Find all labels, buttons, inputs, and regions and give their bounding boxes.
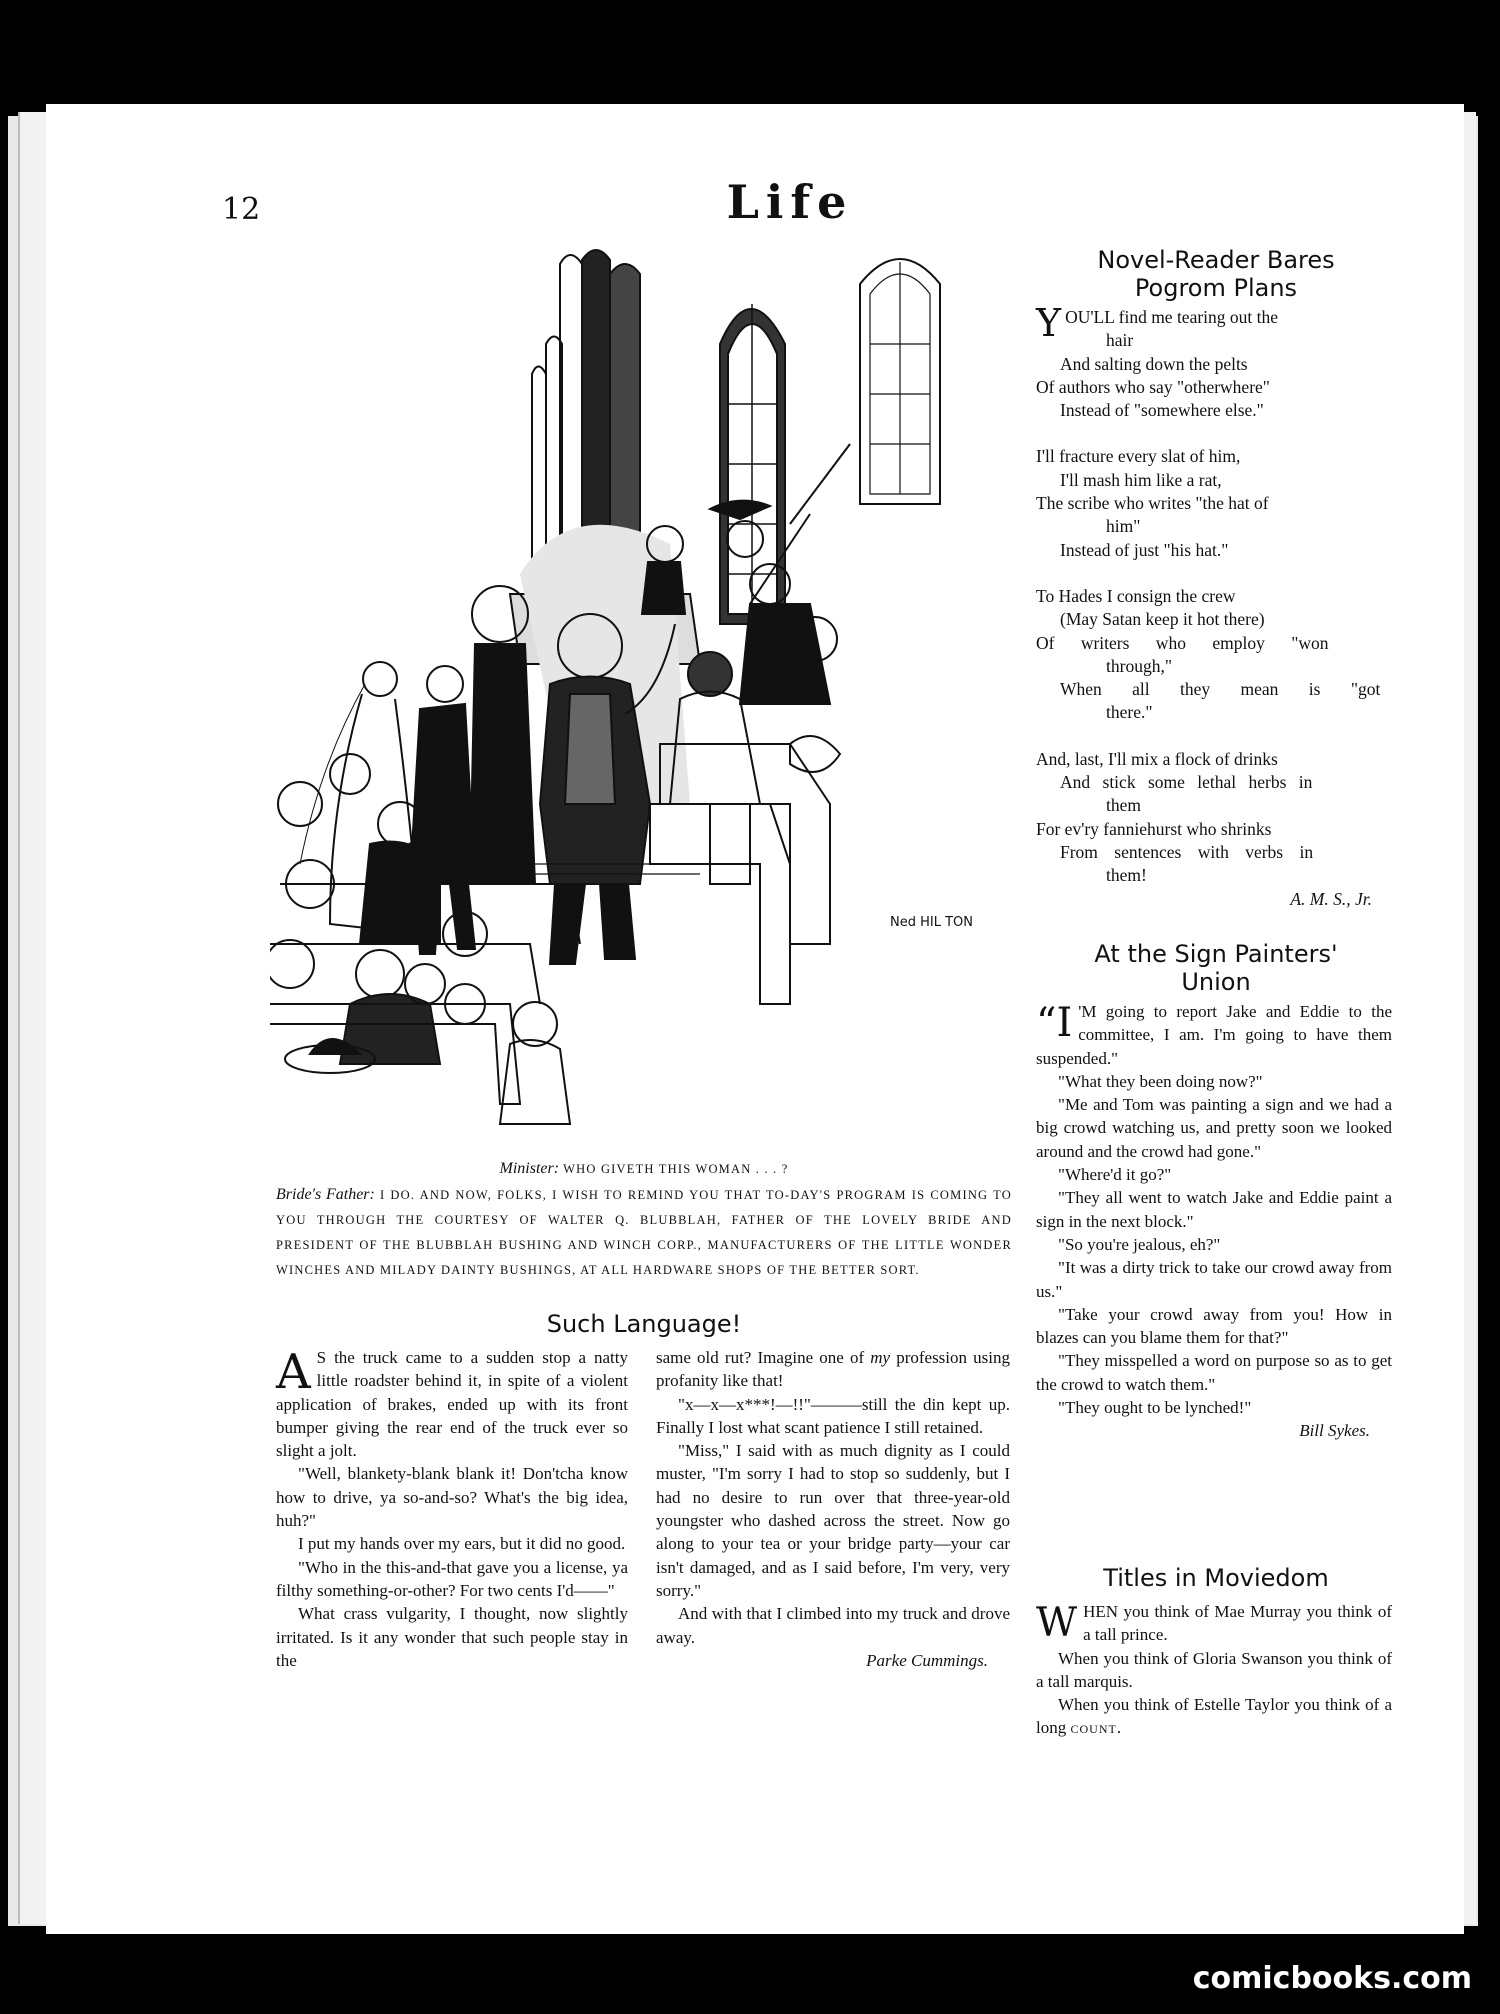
story-paragraph: "Take your crowd away from you! How in blazes can you blame them for that?" (1036, 1304, 1392, 1348)
story-paragraph: "It was a dirty trick to take our crowd away from us." (1036, 1258, 1392, 1301)
such-language-paragraph: "Miss," I said with as much dignity as I could muster, "I'm sorry I had to stop so suddenly, but I had no desire to run over that three-year-old youngster who dashed across the street. Now go along to your tea or your bridge party—your car isn't damaged, and as I said before, I'm very, very sorry." (656, 1441, 1010, 1600)
moviedom-story (1036, 1600, 1392, 1740)
novel-reader-title-line1: Novel-Reader Bares (1097, 246, 1335, 274)
novel-reader-poem (1036, 301, 1394, 911)
story-paragraph: "They ought to be lynched!" (1058, 1398, 1252, 1418)
novel-reader-title (1036, 246, 1396, 302)
poem-line: them (1106, 795, 1141, 816)
sign-painters-drop-cap: “I (1036, 1000, 1073, 1046)
such-language-paragraph: I put my hands over my ears, but it did no good. (298, 1534, 626, 1554)
such-language-byline: Parke Cummings. (866, 1650, 988, 1670)
novel-reader-byline: A. M. S., Jr. (1290, 888, 1372, 909)
poem-stanza (1036, 445, 1394, 561)
caption-speaker-father: Bride's Father: (276, 1186, 375, 1203)
poem-line: And stick some lethal herbs in (1060, 772, 1313, 793)
such-language-paragraph: "Who in the this-and-that gave you a license, ya filthy something-or-other? For two cents I'd——" (276, 1557, 628, 1600)
poem-line: Instead of just "his hat." (1060, 539, 1229, 560)
poem-line: Of writers who employ "won (1036, 632, 1329, 653)
such-language-text: same old rut? Imagine one of (656, 1348, 871, 1367)
poem-line: (May Satan keep it hot there) (1060, 609, 1265, 630)
story-text: When you think of Estelle Taylor you think of a long (1036, 1695, 1392, 1738)
sign-painters-story (1036, 1000, 1392, 1443)
page-number: 12 (222, 192, 261, 227)
poem-line: And salting down the pelts (1060, 353, 1248, 374)
story-paragraph: When you think of Gloria Swanson you think of a tall marquis. (1036, 1648, 1392, 1691)
such-language-title: Such Language! (546, 1310, 742, 1338)
such-language-paragraph: What crass vulgarity, I thought, now slightly irritated. Is it any wonder that such people stay in the (276, 1604, 628, 1670)
poem-line: When all they mean is "got (1060, 679, 1381, 700)
poem-line: through," (1106, 655, 1172, 676)
such-language-paragraph: "Well, blankety-blank blank it! Don'tcha know how to drive, ya so-and-so? What's the big idea, huh?" (276, 1464, 628, 1531)
such-language-paragraph: And with that I climbed into my truck and drove away. (656, 1604, 1010, 1647)
poem-line: them! (1106, 865, 1147, 886)
poem-line: I'll fracture every slat of him, (1036, 446, 1241, 467)
story-paragraph: "So you're jealous, eh?" (1058, 1234, 1221, 1254)
poem-line: there." (1106, 702, 1153, 723)
poem-stanza (1036, 748, 1394, 888)
story-paragraph: "What they been doing now?" (1058, 1071, 1263, 1091)
poem-line: And, last, I'll mix a flock of drinks (1036, 748, 1278, 769)
such-language-drop-cap: A (276, 1344, 311, 1400)
such-language-emphasis: my (870, 1348, 891, 1367)
caption-speaker-minister: Minister: (499, 1160, 560, 1177)
poem-line: Of authors who say "otherwhere" (1036, 376, 1270, 397)
story-paragraph: 'M going to report Jake and Eddie to the committee, I am. I'm going to have them suspended." (1036, 1002, 1392, 1068)
story-small-caps: count. (1070, 1718, 1123, 1738)
such-language-paragraph: S the truck came to a sudden stop a natty little roadster behind it, in spite of a violent application of brakes, ended up with its front bumper giving the rear end of the truck ever so slight a jolt. (276, 1348, 628, 1461)
poem-line: For ev'ry fanniehurst who shrinks (1036, 818, 1272, 839)
poem-line: OU'LL find me tearing out the (1065, 307, 1279, 327)
such-language-column-1 (276, 1346, 628, 1672)
caption-father-line: I DO. AND NOW, FOLKS, I WISH TO REMIND YOU THAT TO-DAY'S PROGRAM IS COMING TO YOU THROUGH THE COURTESY OF WALTER Q. BLUBBLAH, FATHER OF THE LOVELY BRIDE AND PRESIDENT OF THE BLUBBLAH BUSHING AND WINCH CORP., MANUFACTURERS OF THE LITTLE WONDER WINCHES AND MILADY DAINTY BUSHINGS, AT ALL HARDWARE SHOPS OF THE BETTER SORT. (276, 1188, 1012, 1277)
poem-stanza (1036, 585, 1394, 725)
story-paragraph: "Me and Tom was painting a sign and we had a big crowd watching us, and pretty soon we looked around and the crowd had gone." (1036, 1095, 1392, 1161)
site-watermark: comicbooks.com (1192, 1961, 1472, 1996)
such-language-column-2 (656, 1346, 1010, 1672)
moviedom-title: Titles in Moviedom (1103, 1564, 1329, 1592)
story-paragraph: "They misspelled a word on purpose so as to get the crowd to watch them." (1036, 1351, 1392, 1394)
cartoon-caption (276, 1156, 1012, 1283)
novel-reader-title-line2: Pogrom Plans (1134, 274, 1298, 302)
poem-line: To Hades I consign the crew (1036, 585, 1236, 606)
sign-painters-title-line1: At the Sign Painters' (1094, 940, 1338, 968)
illustrator-signature: Ned HIL TON (890, 915, 973, 930)
novel-reader-drop-cap: Y (1036, 301, 1062, 345)
poem-line: hair (1106, 330, 1134, 351)
poem-line: Instead of "somewhere else." (1060, 400, 1264, 421)
sign-painters-title (1036, 940, 1396, 996)
story-paragraph: HEN you think of Mae Murray you think of a tall prince. (1083, 1602, 1392, 1645)
sign-painters-title-line2: Union (1181, 968, 1251, 996)
poem-line: The scribe who writes "the hat of (1036, 493, 1269, 514)
masthead-title: Life (726, 175, 854, 229)
poem-line: him" (1106, 516, 1141, 537)
caption-minister-line: WHO GIVETH THIS WOMAN . . . ? (563, 1162, 789, 1176)
poem-stanza (1036, 301, 1394, 422)
such-language-text: profession using profanity like that! (656, 1348, 1010, 1391)
sign-painters-byline: Bill Sykes. (1299, 1421, 1370, 1441)
story-paragraph: "They all went to watch Jake and Eddie paint a sign in the next block." (1036, 1188, 1392, 1231)
moviedom-drop-cap: W (1036, 1600, 1078, 1646)
such-language-paragraph: "x—x—x***!—!!"———still the din kept up. Finally I lost what scant patience I still retained. (656, 1394, 1010, 1437)
wedding-cartoon-illustration (270, 244, 1020, 1154)
poem-line: I'll mash him like a rat, (1060, 469, 1222, 490)
story-paragraph: "Where'd it go?" (1058, 1165, 1172, 1185)
poem-line: From sentences with verbs in (1060, 841, 1314, 862)
